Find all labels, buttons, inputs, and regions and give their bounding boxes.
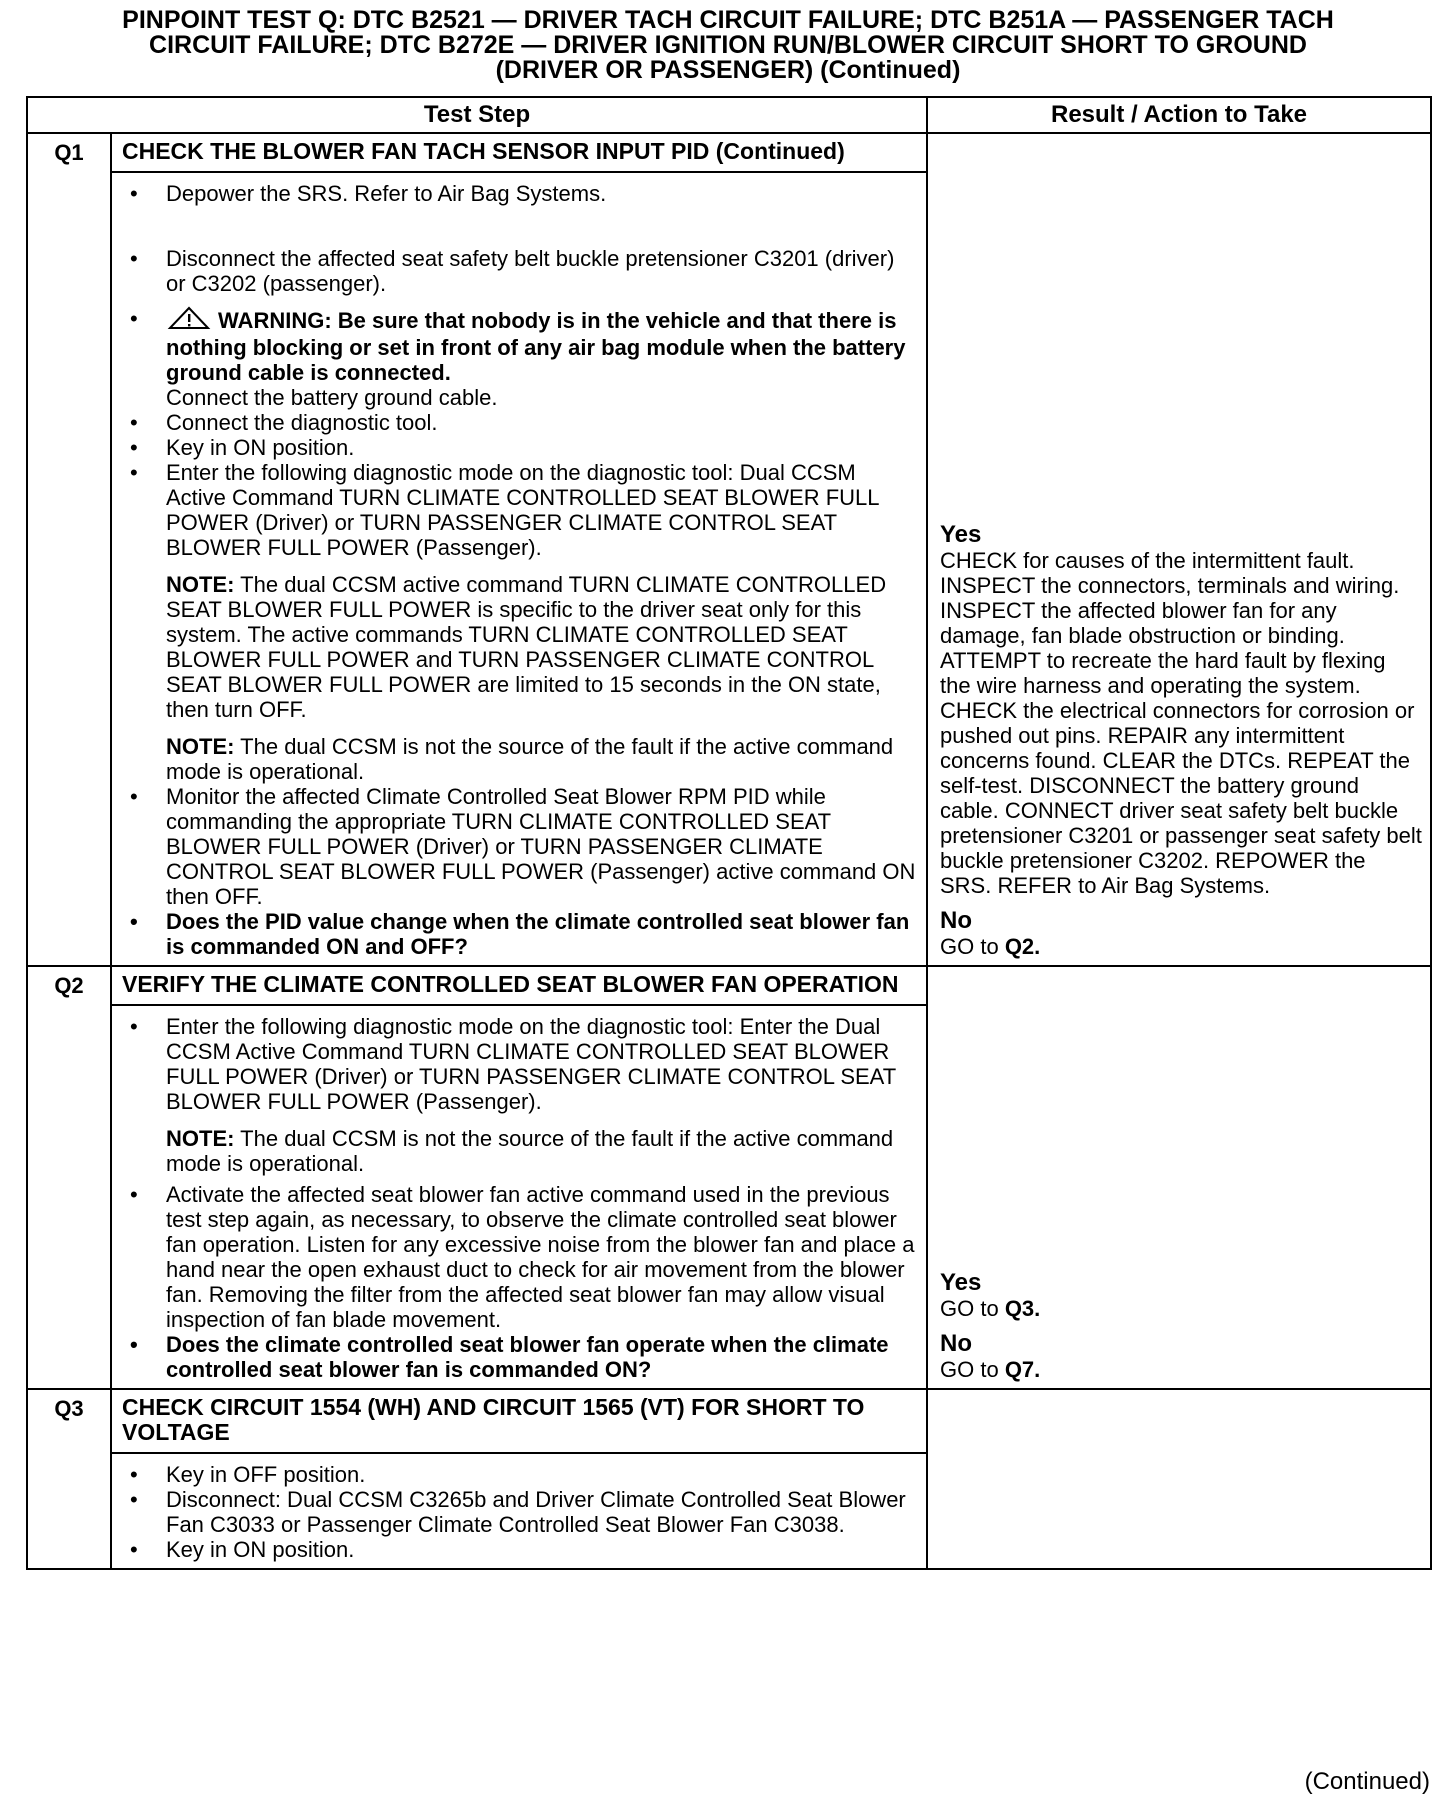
q2-bullet-enter-mode: • Enter the following diagnostic mode on the diagnostic tool: Enter the Dual CCSM Active Command TURN CLIMATE CONTROLLED SEAT BLOWER FULL POWER (Driver) or TURN PASSENGER CLIMATE CONTROL SEAT BLOWER FULL POWER (Passenger).	[122, 1014, 916, 1114]
q3-bullet-disconnect: • Disconnect: Dual CCSM C3265b and Driver Climate Controlled Seat Blower Fan C3033 or Passenger Climate Controlled Seat Blower Fan C3038.	[122, 1487, 916, 1537]
q3-result	[927, 1389, 1431, 1569]
q1-bullet-key-on: • Key in ON position.	[122, 435, 916, 460]
q3-title-row	[27, 1389, 1431, 1453]
q2-question: • Does the climate controlled seat blower fan operate when the climate controlled seat blower fan is commanded ON?	[122, 1332, 916, 1382]
q1-bullet-depower: • Depower the SRS. Refer to Air Bag Systems.	[122, 181, 916, 206]
q2-no-prefix: GO to	[940, 1357, 999, 1382]
continued-label: (Continued)	[1304, 1768, 1430, 1795]
pinpoint-test-table	[26, 96, 1432, 1570]
q2-note-text: The dual CCSM is not the source of the fault if the active command mode is operational.	[166, 1126, 894, 1176]
q1-step-body	[111, 172, 927, 966]
q3-step-id: Q3	[27, 1389, 111, 1569]
q1-bullet-enter-mode: • Enter the following diagnostic mode on the diagnostic tool: Dual CCSM Active Command TURN CLIMATE CONTROLLED SEAT BLOWER FULL POWER (Driver) or TURN PASSENGER CLIMATE CONTROL SEAT BLOWER FULL POWER (Passenger).	[122, 460, 916, 560]
q1-no-prefix: GO to	[940, 934, 999, 959]
q1-question: • Does the PID value change when the climate controlled seat blower fan is commanded ON and OFF?	[122, 909, 916, 959]
q2-yes-action	[940, 1296, 1422, 1321]
q2-step-id: Q2	[27, 966, 111, 1389]
q1-note-2-text: The dual CCSM is not the source of the fault if the active command mode is operational.	[166, 734, 894, 784]
q2-no-label: No	[940, 1330, 972, 1357]
title-line-3: (DRIVER OR PASSENGER) (Continued)	[495, 56, 961, 84]
q2-result	[927, 966, 1431, 1389]
q1-result	[927, 133, 1431, 966]
header-result-action: Result / Action to Take	[927, 97, 1431, 133]
q2-yes-label: Yes	[940, 1269, 982, 1296]
q1-note-2	[122, 734, 916, 784]
q1-note-1-label: NOTE:	[166, 572, 235, 597]
q1-note-1	[122, 572, 916, 722]
q1-bullet-disconnect: • Disconnect the affected seat safety belt buckle pretensioner C3201 (driver) or C3202 (passenger).	[122, 246, 916, 296]
q1-step-title: CHECK THE BLOWER FAN TACH SENSOR INPUT PID (Continued)	[111, 133, 927, 172]
title-line-2: CIRCUIT FAILURE; DTC B272E — DRIVER IGNITION RUN/BLOWER CIRCUIT SHORT TO GROUND	[149, 31, 1307, 59]
q1-no-action	[940, 934, 1422, 959]
q3-bullet-key-off: • Key in OFF position.	[122, 1462, 916, 1487]
q1-no-target-link[interactable]: Q2.	[1004, 934, 1041, 959]
q3-step-title: CHECK CIRCUIT 1554 (WH) AND CIRCUIT 1565 (VT) FOR SHORT TO VOLTAGE	[111, 1389, 927, 1453]
q2-yes-prefix: GO to	[940, 1296, 999, 1321]
q1-warning-text: WARNING: Be sure that nobody is in the vehicle and that there is nothing blocking or set in front of any air bag module when the battery ground cable is connected.	[166, 308, 906, 385]
q2-note-label: NOTE:	[166, 1126, 235, 1151]
q1-no-label: No	[940, 907, 972, 934]
q3-bullet-key-on: • Key in ON position.	[122, 1537, 916, 1562]
q2-no-target-link[interactable]: Q7.	[1004, 1357, 1041, 1382]
q1-bullet-warning	[122, 306, 916, 385]
q2-step-title: VERIFY THE CLIMATE CONTROLLED SEAT BLOWER FAN OPERATION	[111, 966, 927, 1005]
table-header-row	[27, 97, 1431, 133]
warning-triangle-icon	[166, 306, 212, 335]
q2-step-body	[111, 1005, 927, 1389]
q1-connect-ground: Connect the battery ground cable.	[166, 385, 498, 410]
q2-bullet-activate: • Activate the affected seat blower fan active command used in the previous test step again, as necessary, to observe the climate controlled seat blower fan operation. Listen for any excessive noise from the blower fan and place a hand near the open exhaust duct to check for air movement from the blower fan. Removing the filter from the affected seat blower fan may allow visual inspection of fan blade movement.	[122, 1182, 916, 1332]
header-test-step: Test Step	[27, 97, 927, 133]
q2-note	[122, 1126, 916, 1176]
q1-bullet-monitor: • Monitor the affected Climate Controlled Seat Blower RPM PID while commanding the appropriate TURN CLIMATE CONTROLLED SEAT BLOWER FULL POWER (Driver) or TURN PASSENGER CLIMATE CONTROL SEAT BLOWER FULL POWER (Passenger) active command ON then OFF.	[122, 784, 916, 909]
q1-yes-label: Yes	[940, 521, 982, 548]
q2-no-action	[940, 1357, 1422, 1382]
q1-title-row	[27, 133, 1431, 172]
q1-note-1-text: The dual CCSM active command TURN CLIMATE CONTROLLED SEAT BLOWER FULL POWER is specific to the driver seat only for this system. The active commands TURN CLIMATE CONTROLLED SEAT BLOWER FULL POWER and TURN PASSENGER CLIMATE CONTROL SEAT BLOWER FULL POWER are limited to 15 seconds in the ON state, then turn OFF.	[166, 572, 887, 722]
page-title	[26, 8, 1430, 83]
q1-step-id: Q1	[27, 133, 111, 966]
q1-yes-action: CHECK for causes of the intermittent fault. INSPECT the connectors, terminals and wiring. INSPECT the affected blower fan for any damage, fan blade obstruction or binding. ATTEMPT to recreate the hard fault by flexing the wire harness and operating the system. CHECK the electrical connectors for corrosion or pushed out pins. REPAIR any intermittent concerns found. CLEAR the DTCs. REPEAT the self-test. DISCONNECT the battery ground cable. CONNECT driver seat safety belt buckle pretensioner C3201 or passenger seat safety belt buckle pretensioner C3202. REPOWER the SRS. REFER to Air Bag Systems.	[940, 548, 1422, 898]
q2-title-row	[27, 966, 1431, 1005]
q1-note-2-label: NOTE:	[166, 734, 235, 759]
title-line-1: PINPOINT TEST Q: DTC B2521 — DRIVER TACH CIRCUIT FAILURE; DTC B251A — PASSENGER TACH	[122, 6, 1334, 34]
q1-bullet-connect-tool: • Connect the diagnostic tool.	[122, 410, 916, 435]
q2-yes-target-link[interactable]: Q3.	[1004, 1296, 1041, 1321]
q3-step-body	[111, 1453, 927, 1569]
